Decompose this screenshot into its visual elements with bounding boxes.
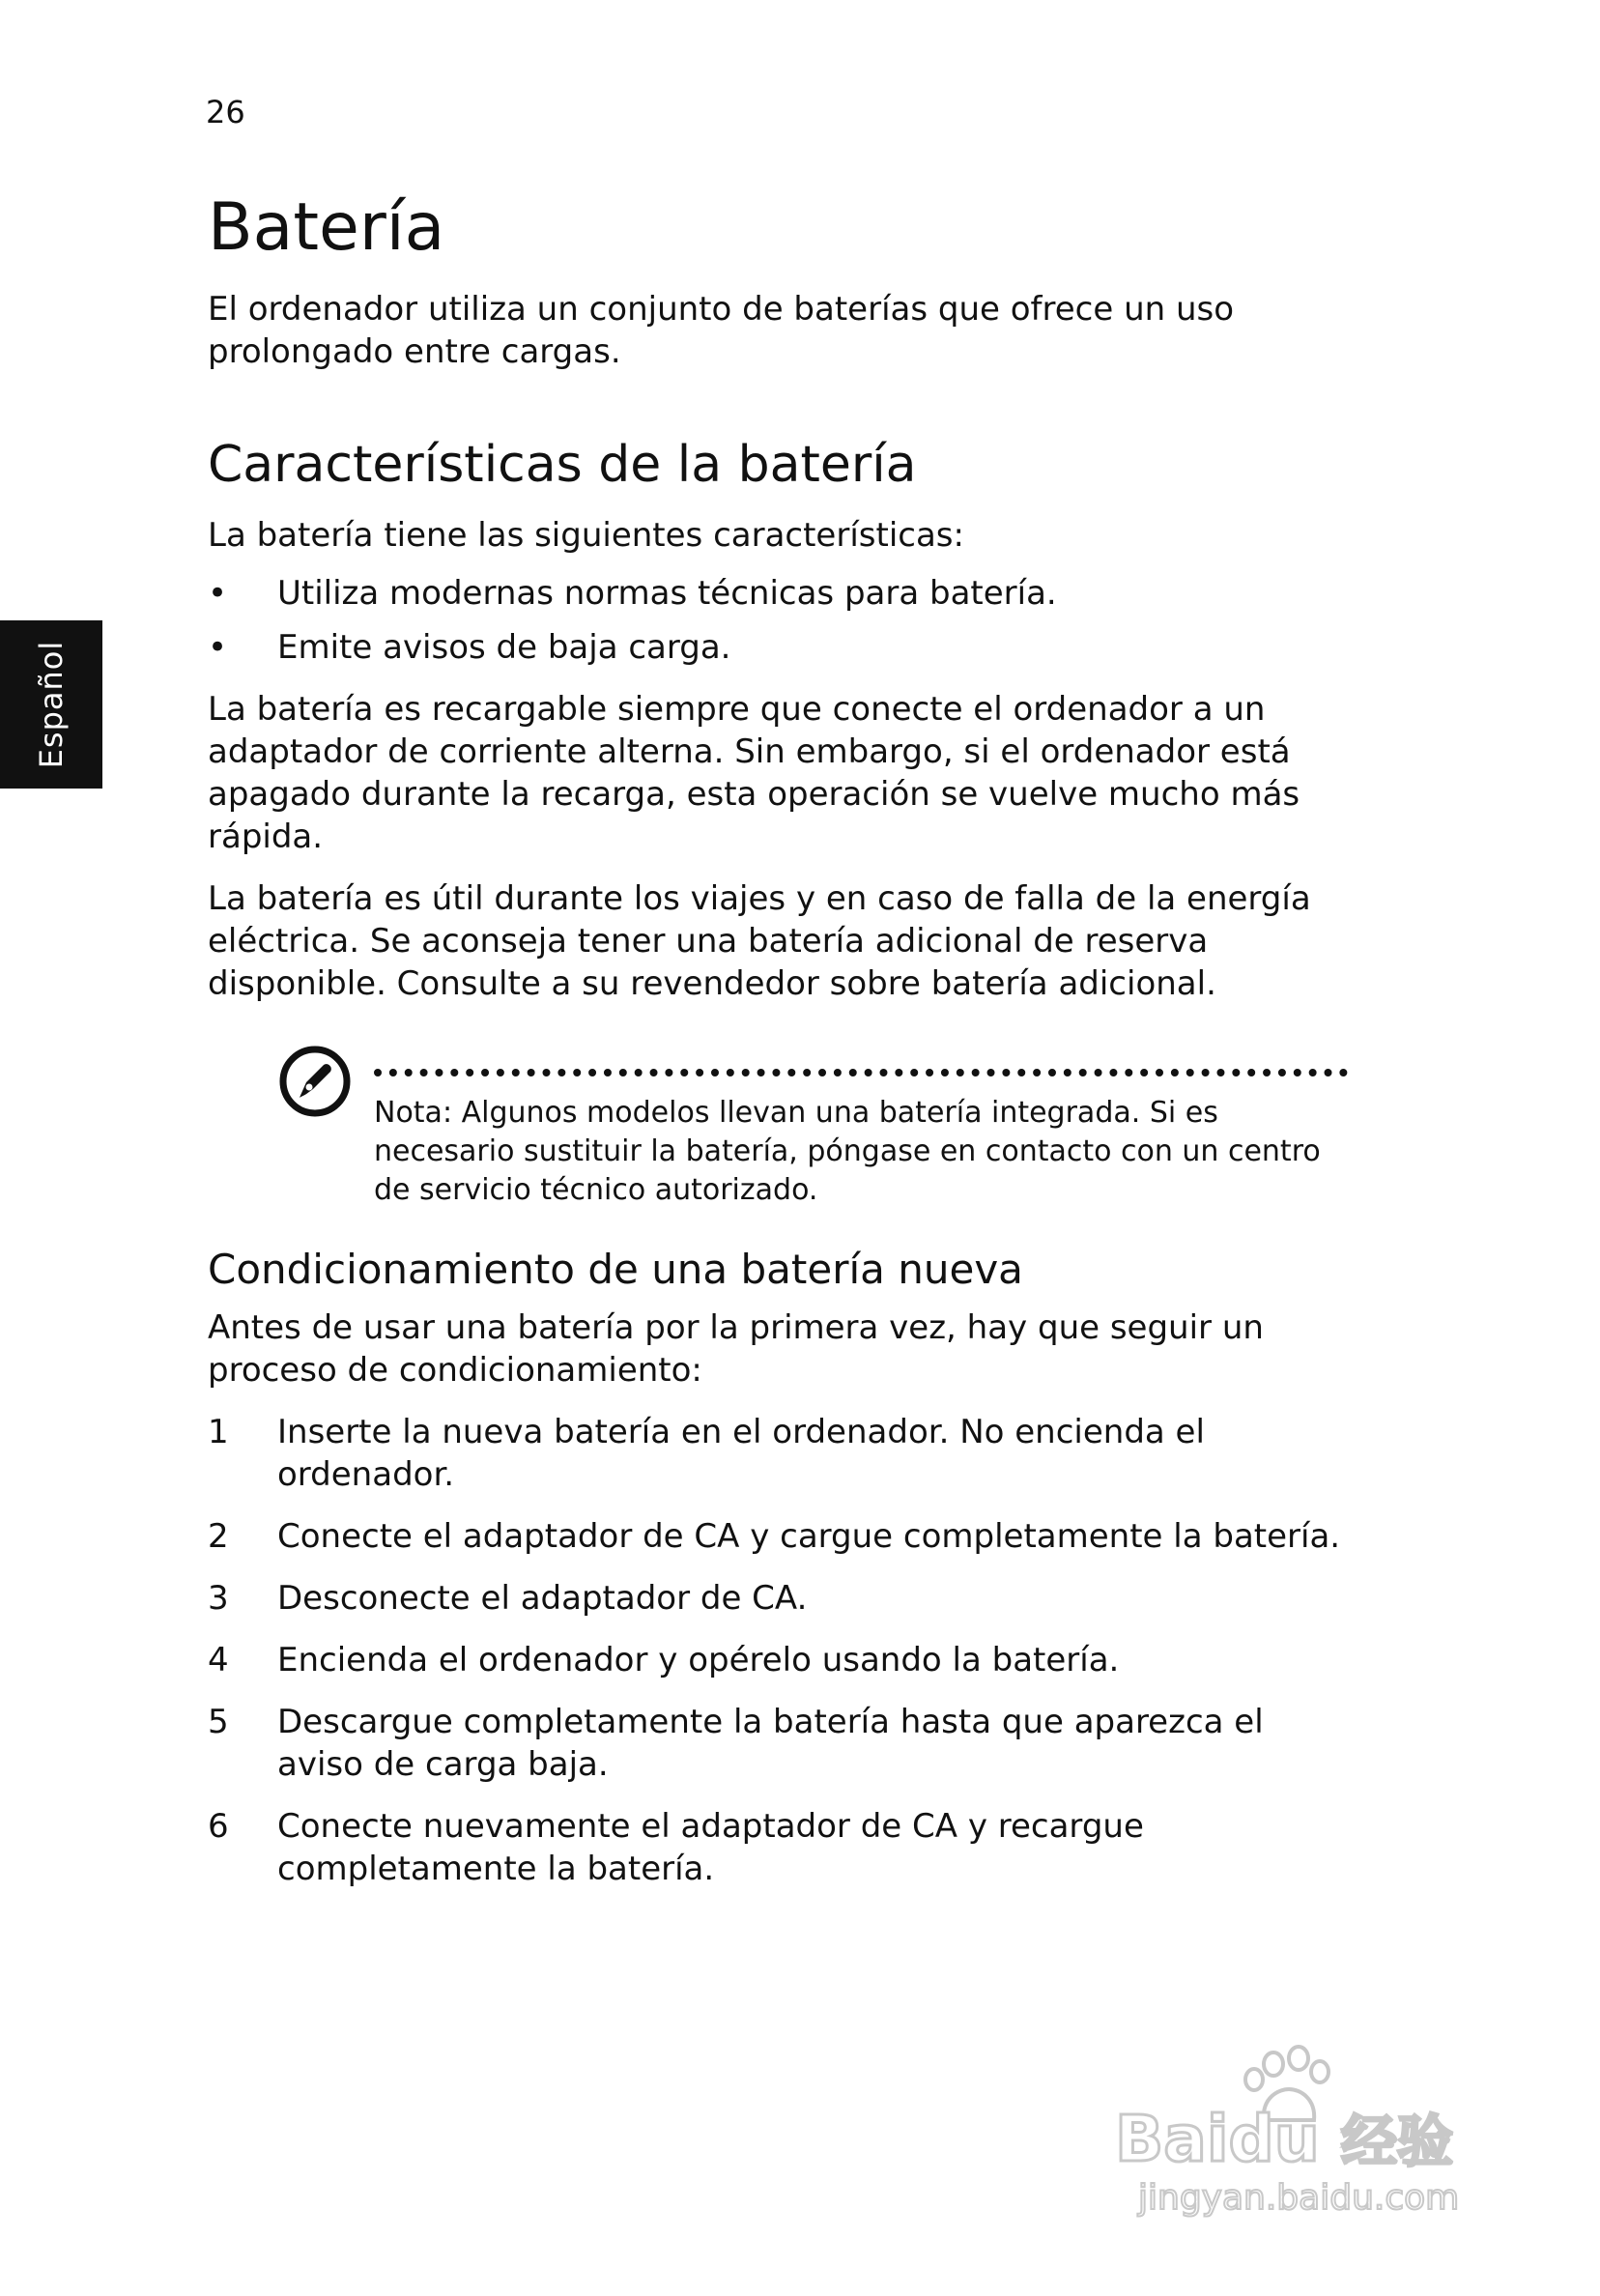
note-box (208, 1044, 1348, 1218)
travel-paragraph: La batería es útil durante los viajes y en caso de falla de la energía eléctrica. Se aconseja tener una batería adicional de reserva disponible. Consulte a su revendedor sobre batería adicional. (208, 879, 1311, 1003)
conditioning-intro: Antes de usar una batería por la primera vez, hay que seguir un proceso de condicionamiento: (208, 1308, 1264, 1390)
list-item (208, 1701, 1348, 1786)
bullet-glyph: • (208, 628, 228, 667)
watermark-brand: Baidu (1115, 2102, 1320, 2176)
page-title: Batería (208, 189, 445, 266)
language-side-tab-label: Español (33, 640, 70, 769)
baidu-watermark-logo (1109, 2039, 1496, 2223)
step-text: Conecte el adaptador de CA y cargue completamente la batería. (277, 1517, 1341, 1556)
list-item-text: Utiliza modernas normas técnicas para batería. (277, 574, 1057, 613)
list-item-text: Emite avisos de baja carga. (277, 628, 731, 667)
bullet-glyph: • (208, 574, 228, 613)
page-number: 26 (206, 94, 245, 130)
step-number: 1 (208, 1413, 229, 1451)
step-number: 3 (208, 1579, 229, 1618)
list-item (208, 1515, 1348, 1558)
note-pen-icon (277, 1044, 353, 1119)
step-text: Inserte la nueva batería en el ordenador. No encienda el ordenador. (277, 1413, 1205, 1494)
step-number: 4 (208, 1641, 229, 1679)
note-text (374, 1094, 1340, 1210)
step-text: Desconecte el adaptador de CA. (277, 1579, 808, 1618)
step-text: Conecte nuevamente el adaptador de CA y recargue completamente la batería. (277, 1807, 1144, 1888)
watermark-chinese: 经验 (1341, 2109, 1454, 2174)
note-body: Algunos modelos llevan una batería integrada. Si es necesario sustituir la batería, póngase en contacto con un centro de servicio técnico autorizado. (374, 1096, 1321, 1207)
conditioning-heading: Condicionamiento de una batería nueva (208, 1246, 1023, 1293)
list-item (208, 1411, 1348, 1496)
step-number: 6 (208, 1807, 229, 1846)
language-side-tab (0, 620, 102, 789)
list-item (208, 1577, 1348, 1620)
list-item (208, 1639, 1348, 1681)
list-item (208, 626, 1348, 669)
list-item (208, 572, 1348, 615)
features-list (208, 572, 1348, 669)
features-intro: La batería tiene las siguientes características: (208, 516, 964, 555)
conditioning-steps (208, 1411, 1348, 1890)
page-content (208, 182, 1348, 1909)
watermark-url: jingyan.baidu.com (1138, 2178, 1460, 2218)
step-text: Descargue completamente la batería hasta que aparezca el aviso de carga baja. (277, 1703, 1264, 1784)
step-text: Encienda el ordenador y opérelo usando la batería. (277, 1641, 1120, 1679)
note-label: Nota: (374, 1096, 453, 1130)
step-number: 5 (208, 1703, 229, 1741)
list-item (208, 1805, 1348, 1890)
intro-paragraph: El ordenador utiliza un conjunto de baterías que ofrece un uso prolongado entre cargas. (208, 290, 1235, 371)
step-number: 2 (208, 1517, 229, 1556)
features-heading: Características de la batería (208, 436, 917, 494)
recharge-paragraph: La batería es recargable siempre que conecte el ordenador a un adaptador de corriente alterna. Sin embargo, si el ordenador está apagado durante la recarga, esta operación se vuelve mucho más rápida. (208, 690, 1300, 856)
note-dotted-rule (374, 1069, 1348, 1076)
